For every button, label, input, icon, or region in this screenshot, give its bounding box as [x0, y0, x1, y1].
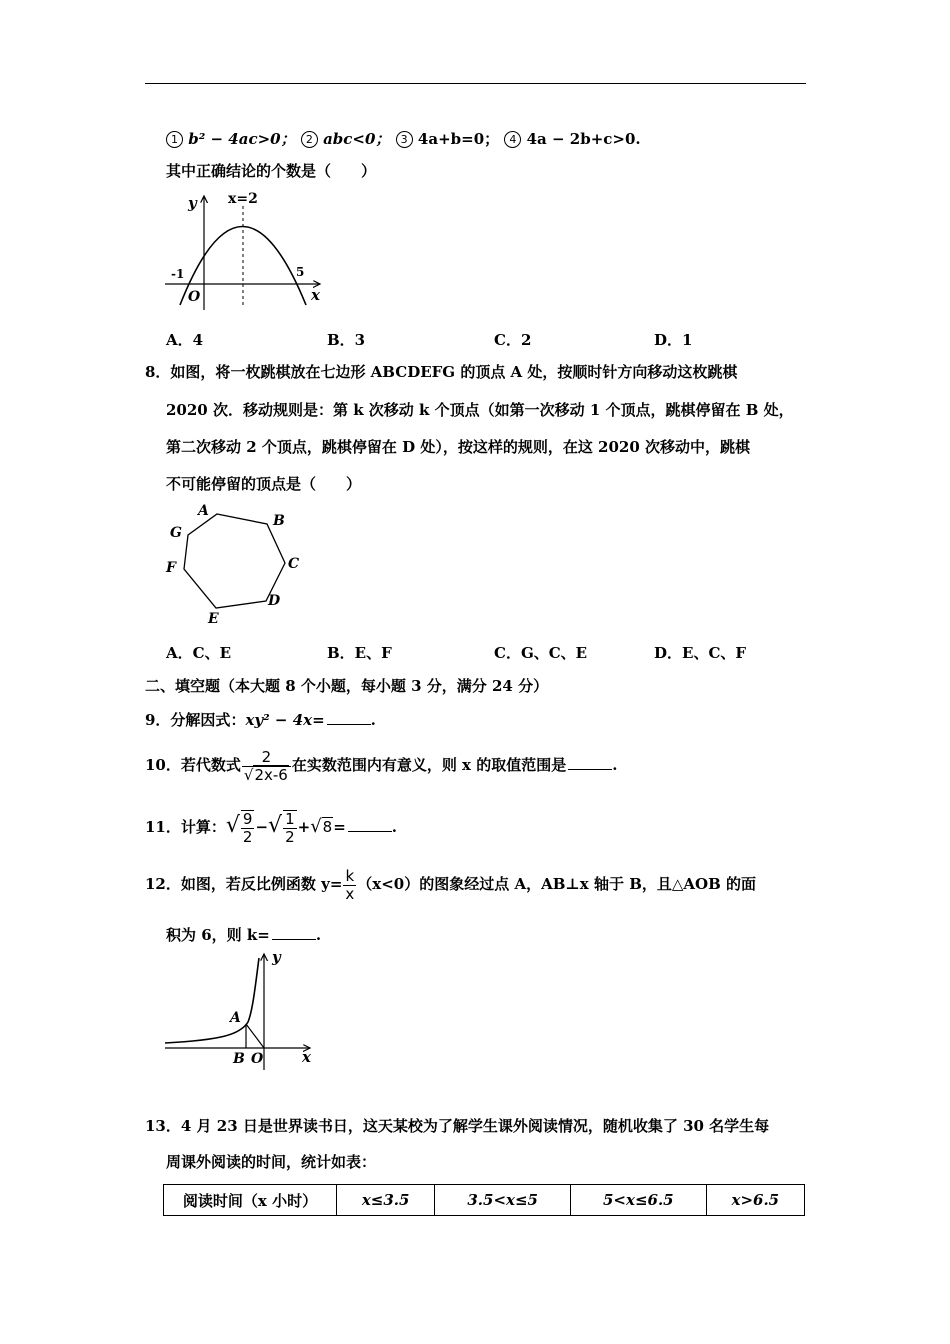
sqrt-sign: √ [225, 813, 240, 838]
q11-suffix: . [391, 818, 398, 836]
circled-number: 4 [504, 131, 521, 148]
q7-option-a[interactable]: A．4 [166, 331, 204, 349]
condition-4: 4a − 2b+c>0. [526, 130, 641, 148]
q8-heptagon-figure [160, 500, 310, 630]
q13-line-2: 周课外阅读的时间，统计如表： [166, 1153, 377, 1171]
q7-conditions [166, 129, 641, 149]
q12-suffix: . [315, 926, 322, 944]
origin-label: O [251, 1051, 264, 1067]
x-label: x [302, 1048, 311, 1066]
sqrt-sign: √ [243, 765, 254, 784]
circled-number: 2 [301, 131, 318, 148]
vertex-label-g: G [170, 525, 182, 541]
q10-suffix: . [612, 756, 618, 774]
q7-question: 其中正确结论的个数是（ ） [166, 162, 377, 180]
q9-expr: xy² − 4x= [245, 711, 325, 729]
table-header-cell: x>6.5 [706, 1185, 804, 1216]
q12-hyperbola-graph [160, 950, 325, 1075]
symmetry-label: x=2 [228, 191, 258, 207]
q8-line-1: 8．如图，将一枚跳棋放在七边形 ABCDEFG 的顶点 A 处，按顺时针方向移动这枚跳棋 [145, 363, 738, 381]
answer-blank[interactable] [568, 755, 612, 770]
sqrt-sign: √ [268, 813, 283, 838]
q7-parabola-graph [160, 188, 335, 313]
section-title: 二、填空题（本大题 8 个小题，每小题 3 分，满分 24 分） [145, 677, 549, 695]
table-header-cell: 阅读时间（x 小时） [164, 1185, 337, 1216]
header-rule [145, 83, 806, 84]
q12-line2-prefix: 积为 6，则 k= [166, 926, 270, 944]
q11-numerator-1: 9 [242, 810, 253, 828]
answer-blank[interactable] [348, 817, 392, 832]
q12-rest: （x<0）的图象经过点 A，AB⊥x 轴于 B，且△AOB 的面 [357, 875, 757, 893]
table-header-cell: 3.5<x≤5 [435, 1185, 571, 1216]
q11-radicand: 8 [322, 818, 333, 836]
vertex-label-c: C [288, 556, 300, 572]
condition-1: b² − 4ac>0； [188, 130, 296, 148]
q11-fraction-2 [283, 810, 297, 846]
segment-ao [246, 1024, 264, 1048]
answer-blank[interactable] [272, 925, 316, 940]
table-row [164, 1185, 805, 1216]
q8-option-a[interactable]: A．C、E [166, 644, 232, 662]
point-b-label: B [233, 1051, 245, 1067]
q10-fraction [242, 749, 291, 784]
q10-middle: 在实数范围内有意义，则 x 的取值范围是 [291, 756, 567, 774]
q10 [145, 745, 617, 785]
q8-line-3: 第二次移动 2 个顶点，跳棋停留在 D 处），按这样的规则，在这 2020 次移动中，跳棋 [166, 438, 751, 456]
right-root-label: 5 [296, 265, 305, 279]
vertex-label-a: A [198, 503, 209, 519]
q8-option-c[interactable]: C．G、C、E [494, 644, 588, 662]
left-root-label: -1 [171, 267, 185, 281]
q8-option-d[interactable]: D．E、C、F [654, 644, 747, 662]
q9-prefix: 9．分解因式： [145, 711, 246, 729]
point-a-label: A [230, 1010, 241, 1026]
y-label: y [272, 950, 281, 966]
vertex-label-e: E [208, 611, 219, 627]
q12-denominator: x [345, 884, 355, 903]
q12-line-1 [145, 864, 756, 904]
q8-line-2: 2020 次．移动规则是：第 k 次移动 k 个顶点（如第一次移动 1 个顶点，跳棋停留在 B 处， [166, 401, 794, 419]
reading-time-table [163, 1184, 805, 1216]
table-header-cell: x≤3.5 [337, 1185, 435, 1216]
q11-denominator-2: 2 [285, 828, 295, 846]
sqrt-sign: √ [310, 816, 322, 837]
q9 [145, 710, 376, 730]
y-label: y [188, 194, 197, 212]
q7-option-d[interactable]: D．1 [654, 331, 693, 349]
q9-suffix: . [370, 711, 376, 729]
q11-fraction-1 [241, 810, 255, 846]
q7-option-c[interactable]: C．2 [494, 331, 532, 349]
q12-line-2 [166, 925, 321, 945]
answer-blank[interactable] [327, 710, 371, 725]
q13-line-1: 13．4 月 23 日是世界读书日，这天某校为了解学生课外阅读情况，随机收集了 30 名学生每 [145, 1117, 770, 1135]
q11-denominator-1: 2 [242, 828, 253, 846]
q10-prefix: 10．若代数式 [145, 756, 241, 774]
circled-number: 3 [396, 131, 413, 148]
q10-denominator: 2x-6 [254, 765, 288, 784]
q12-fraction [343, 868, 356, 903]
condition-2: abc<0； [323, 130, 391, 148]
q12-numerator: k [345, 866, 355, 885]
q12-prefix: 12．如图，若反比例函数 y= [145, 875, 343, 893]
q8-option-b[interactable]: B．E、F [327, 644, 392, 662]
q11 [145, 806, 397, 847]
origin-label: O [188, 289, 201, 305]
q11-prefix: 11．计算： [145, 818, 226, 836]
vertex-label-d: D [268, 593, 281, 609]
q11-equals: = [333, 818, 346, 836]
condition-3: 4a+b=0； [417, 130, 500, 148]
table-header-cell: 5<x≤6.5 [570, 1185, 706, 1216]
vertex-label-f: F [166, 560, 176, 576]
q11-minus: − [255, 818, 269, 836]
circled-number: 1 [166, 131, 183, 148]
q8-line-4: 不可能停留的顶点是（ ） [166, 475, 362, 493]
hyperbola-curve [165, 958, 259, 1043]
vertex-label-b: B [273, 513, 285, 529]
q10-numerator: 2 [261, 747, 272, 766]
q7-option-b[interactable]: B．3 [327, 331, 366, 349]
x-label: x [311, 286, 320, 304]
q11-plus: + [297, 818, 311, 836]
q11-numerator-2: 1 [285, 810, 295, 828]
